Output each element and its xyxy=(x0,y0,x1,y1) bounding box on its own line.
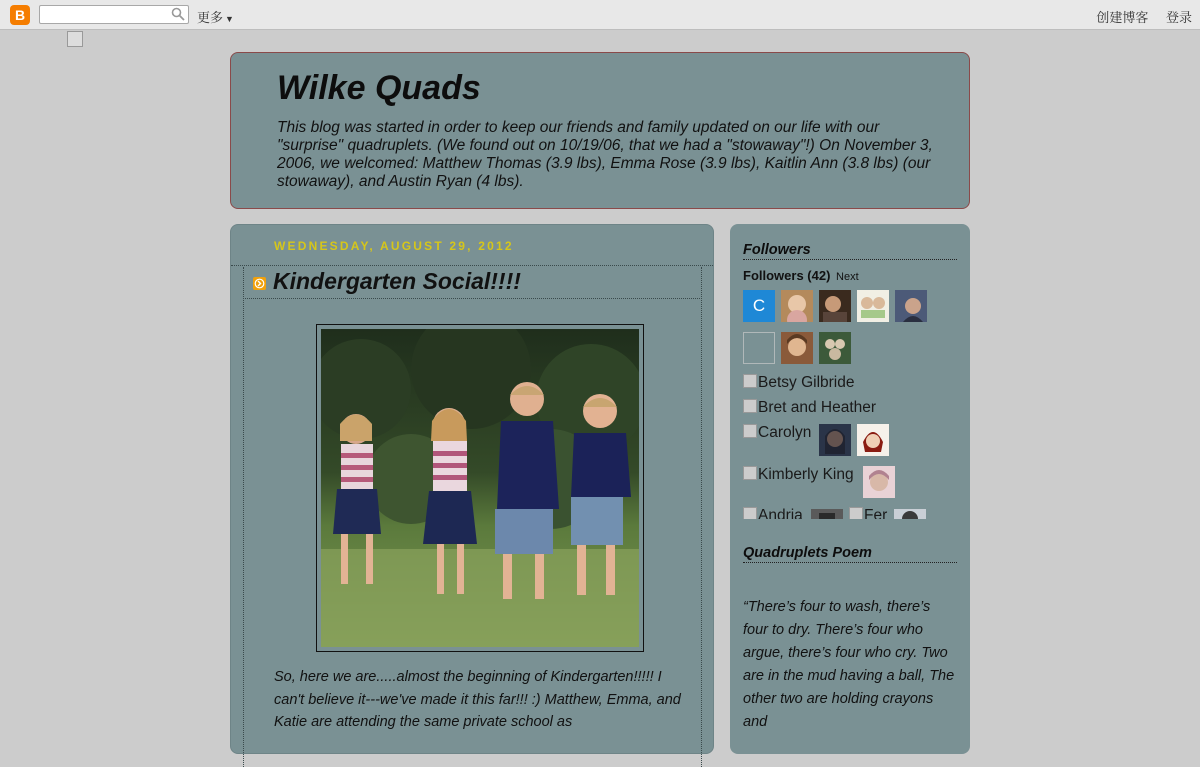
follower-name[interactable] xyxy=(743,424,811,442)
sidebar xyxy=(730,224,970,754)
follower-avatar-broken[interactable] xyxy=(743,332,775,364)
chevron-down-icon: ▼ xyxy=(225,14,234,24)
followers-count xyxy=(743,268,859,283)
broken-image-icon xyxy=(743,466,757,480)
follower-name-text: Betsy Gilbride xyxy=(758,374,855,391)
broken-image-icon xyxy=(849,507,863,519)
follower-name[interactable] xyxy=(743,374,854,392)
broken-image-icon xyxy=(743,507,757,519)
navbar-search-box[interactable] xyxy=(39,5,189,24)
follower-avatar[interactable] xyxy=(863,466,895,498)
poem-text: “There’s four to wash, there’s four to dry. There’s four who argue, there’s four who cry. Two are in the mud having a ball, The other two are holding crayons and xyxy=(743,599,955,730)
post-body: So, here we are.....almost the beginning of Kindergarten!!!!! I can't believe it---we've made it this far!!! :) Matthew, Emma, and Katie are attending the same private school as xyxy=(274,669,681,730)
follower-name-text: Bret and Heather xyxy=(758,399,877,416)
follower-avatar[interactable] xyxy=(895,290,927,322)
post-title-link[interactable]: Kindergarten Social!!!! xyxy=(273,268,521,294)
post-date: WEDNESDAY, AUGUST 29, 2012 xyxy=(274,239,514,253)
follower-avatar[interactable] xyxy=(781,290,813,322)
followers-next-link[interactable]: Next xyxy=(836,271,859,283)
follower-avatar[interactable]: C xyxy=(743,290,775,322)
divider xyxy=(231,265,713,266)
follower-name[interactable] xyxy=(743,399,876,417)
follower-avatar[interactable] xyxy=(819,424,851,456)
follower-avatar[interactable] xyxy=(781,332,813,364)
post-title-row xyxy=(243,267,700,299)
broken-image-icon xyxy=(67,31,83,47)
followers-widget xyxy=(730,224,970,519)
post-photo-frame[interactable] xyxy=(316,324,644,652)
post-photo[interactable] xyxy=(321,329,639,647)
follower-name-text: Kimberly King xyxy=(758,466,854,483)
arrow-right-icon xyxy=(253,277,266,290)
blog-title[interactable]: Wilke Quads xyxy=(277,69,481,107)
followers-title: Followers xyxy=(743,242,957,260)
navbar-right-links xyxy=(1082,7,1192,26)
blog-header xyxy=(230,52,970,209)
broken-image-icon xyxy=(743,399,757,413)
main-column xyxy=(230,224,714,754)
follower-avatar[interactable] xyxy=(894,509,926,519)
search-icon[interactable] xyxy=(171,7,185,21)
follower-name[interactable] xyxy=(849,507,887,519)
broken-image-icon xyxy=(743,424,757,438)
follower-avatar[interactable] xyxy=(819,332,851,364)
navbar-search-input[interactable] xyxy=(42,7,162,23)
follower-avatar[interactable] xyxy=(857,424,889,456)
more-menu-label: 更多 xyxy=(197,10,224,25)
more-menu-button[interactable] xyxy=(197,7,234,26)
broken-image-icon xyxy=(743,374,757,388)
follower-avatar[interactable] xyxy=(819,290,851,322)
follower-name[interactable] xyxy=(743,507,803,519)
follower-avatar[interactable] xyxy=(857,290,889,322)
follower-avatar[interactable] xyxy=(811,509,843,519)
blog-description: This blog was started in order to keep our friends and family updated on our life with our "surprise" quadruplets. (We found out on 10/19/06, that we had a "stowaway"!) On November 3, 2006, we welcomed: Matthew Thomas (3.9 lbs), Emma Rose (3.9 lbs), Kaitlin Ann (3.8 lbs) (our stowaway), and Austin Ryan (4 lbs). xyxy=(277,119,933,190)
blogger-navbar xyxy=(0,0,1200,30)
follower-name-text: Carolyn xyxy=(758,424,812,441)
blogger-logo-icon[interactable]: B xyxy=(10,5,30,25)
poem-title: Quadruplets Poem xyxy=(743,545,957,563)
follower-name-text: Fer xyxy=(864,507,888,519)
followers-count-label: Followers (42) xyxy=(743,268,831,283)
follower-name[interactable] xyxy=(743,466,854,484)
follower-name-text: Andria xyxy=(758,507,803,519)
login-link[interactable]: 登录 xyxy=(1165,10,1192,25)
create-blog-link[interactable]: 创建博客 xyxy=(1096,10,1149,25)
